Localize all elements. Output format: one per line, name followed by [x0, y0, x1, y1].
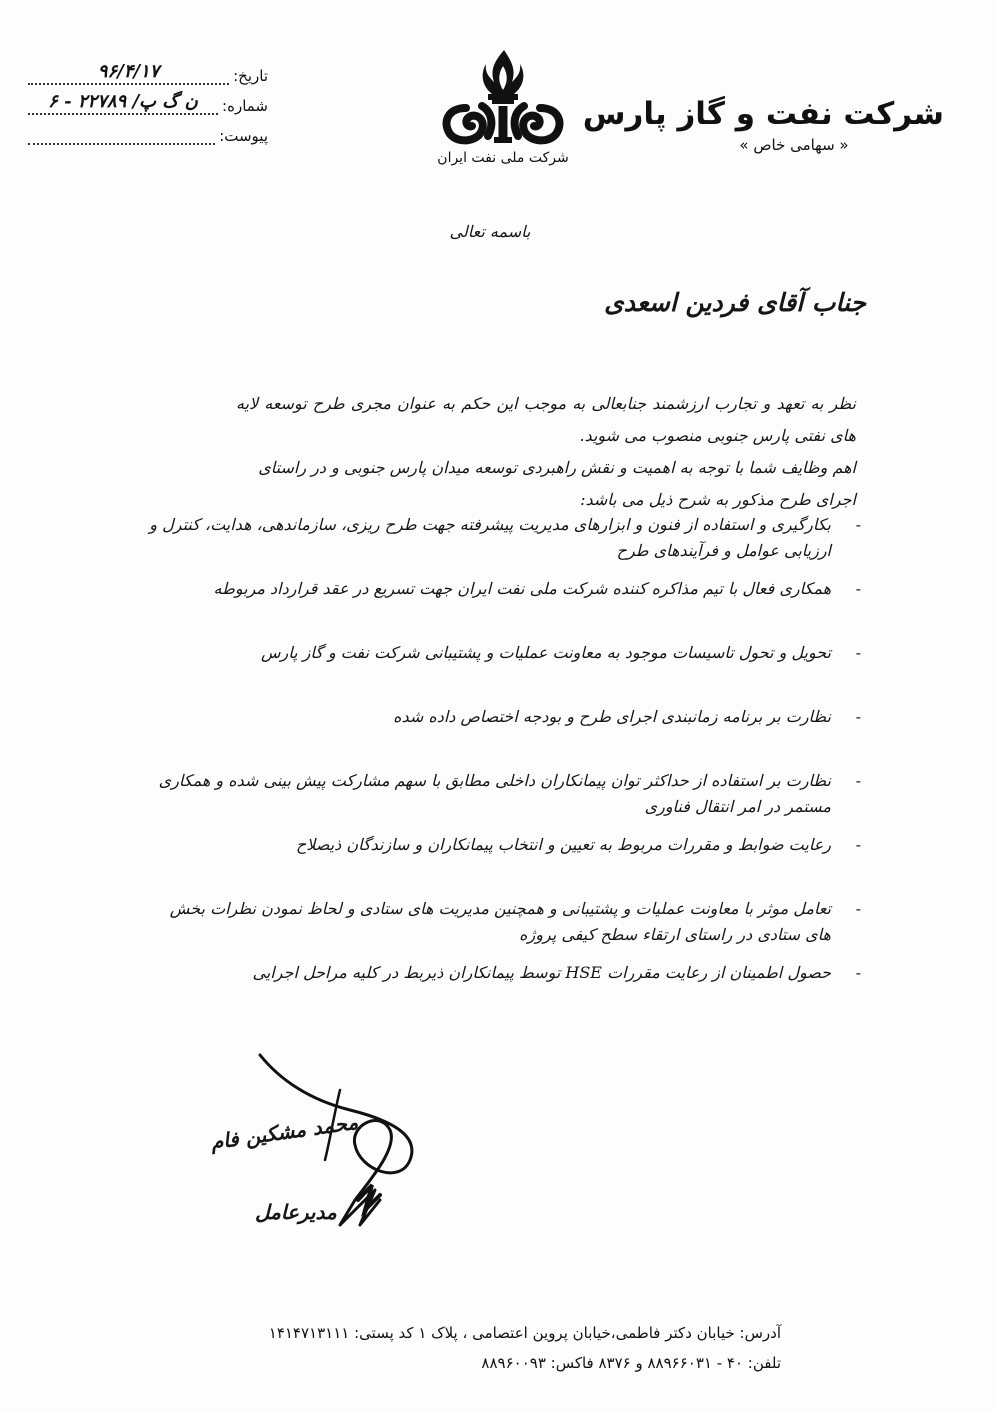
attachment-value — [28, 142, 215, 145]
list-item — [141, 640, 861, 704]
footer-phone: تلفن: ۴۰ - ۸۸۹۶۶۰۳۱ و ۸۳۷۶ فاکس: ۸۸۹۶۰۰۹۳ — [481, 1354, 781, 1372]
footer-address: آدرس: خیابان دکتر فاطمی،خیابان پروین اعتصامی ، پلاک ۱ کد پستی: ۱۴۱۴۷۱۳۱۱۱ — [268, 1324, 781, 1342]
footer-contact — [201, 1318, 781, 1378]
bullet-dash: - — [855, 963, 861, 982]
duties-list — [141, 512, 861, 1024]
duty-text: رعایت ضوابط و مقررات مربوط به تعیین و انتخاب پیمانکاران و سازندگان ذیصلاح — [295, 835, 831, 854]
signer-title: مدیرعامل — [255, 1200, 337, 1224]
list-item — [141, 896, 861, 960]
bullet-dash: - — [855, 771, 861, 790]
duty-text: نظارت بر برنامه زمانبندی اجرای طرح و بودجه اختصاص داده شده — [393, 707, 831, 726]
list-item — [141, 768, 861, 832]
salutation: جناب آقای فردین اسعدی — [604, 288, 866, 317]
bullet-dash: - — [855, 515, 861, 534]
bullet-dash: - — [855, 707, 861, 726]
duty-text: نظارت بر استفاده از حداکثر توان پیمانکاران داخلی مطابق با سهم مشارکت پیش بینی شده و همکاری مستمر در امر انتقال فناوری — [158, 771, 831, 816]
number-value: ن گ پ/ ۲۲۷۸۹ - ۶ — [28, 91, 218, 115]
number-row — [28, 85, 268, 115]
invocation: باسمه تعالی — [449, 222, 531, 241]
duty-text: تعامل موثر با معاونت عملیات و پشتیبانی و همچنین مدیریت های ستادی و لحاظ نمودن نظرات بخش های ستادی در راستای ارتقاء سطح کیفی پروژه — [169, 899, 831, 944]
flame-emblem-icon — [438, 48, 568, 146]
nioc-logo — [418, 48, 588, 166]
date-row — [28, 55, 268, 85]
bullet-dash: - — [855, 835, 861, 854]
logo-caption: شرکت ملی نفت ایران — [437, 150, 569, 166]
company-type: « سهامی خاص » — [739, 136, 849, 154]
duties-intro: اهم وظایف شما با توجه به اهمیت و نقش راهبردی توسعه میدان پارس جنوبی و در راستای اجرای طرح مذکور به شرح ذیل می باشد: — [258, 458, 856, 509]
date-label: تاریخ: — [233, 67, 268, 85]
duty-text: بکارگیری و استفاده از فنون و ابزارهای مدیریت پیشرفته جهت طرح ریزی، سازماندهی، هدایت، کنترل و ارزیابی عوامل و فرآیندهای طرح — [149, 515, 831, 560]
company-header — [582, 96, 944, 154]
bullet-dash: - — [855, 899, 861, 918]
intro-paragraph: نظر به تعهد و تجارب ارزشمند جنابعالی به موجب این حکم به عنوان مجری طرح توسعه لایه های نفتی پارس جنوبی منصوب می شوید. — [236, 394, 856, 445]
date-value: ۹۶/۴/۱۷ — [28, 61, 229, 85]
attachment-row — [28, 115, 268, 145]
list-item — [141, 960, 861, 1024]
attachment-label: پیوست: — [219, 127, 268, 145]
list-item — [141, 832, 861, 896]
signer-name: محمد مشکین فام — [209, 1109, 360, 1155]
list-item — [141, 704, 861, 768]
duty-text: همکاری فعال با تیم مذاکره کننده شرکت ملی نفت ایران جهت تسریع در عقد قرارداد مربوطه — [213, 579, 831, 598]
bullet-dash: - — [855, 579, 861, 598]
list-item — [141, 512, 861, 576]
list-item — [141, 576, 861, 640]
bullet-dash: - — [855, 643, 861, 662]
duty-text: حصول اطمینان از رعایت مقررات HSE توسط پیمانکاران ذیربط در کلیه مراحل اجرایی — [252, 963, 831, 982]
letter-meta — [28, 55, 268, 145]
number-label: شماره: — [222, 97, 268, 115]
company-name: شرکت نفت و گاز پارس — [582, 96, 944, 132]
duty-text: تحویل و تحول تاسیسات موجود به معاونت عملیات و پشتیبانی شرکت نفت و گاز پارس — [260, 643, 831, 662]
